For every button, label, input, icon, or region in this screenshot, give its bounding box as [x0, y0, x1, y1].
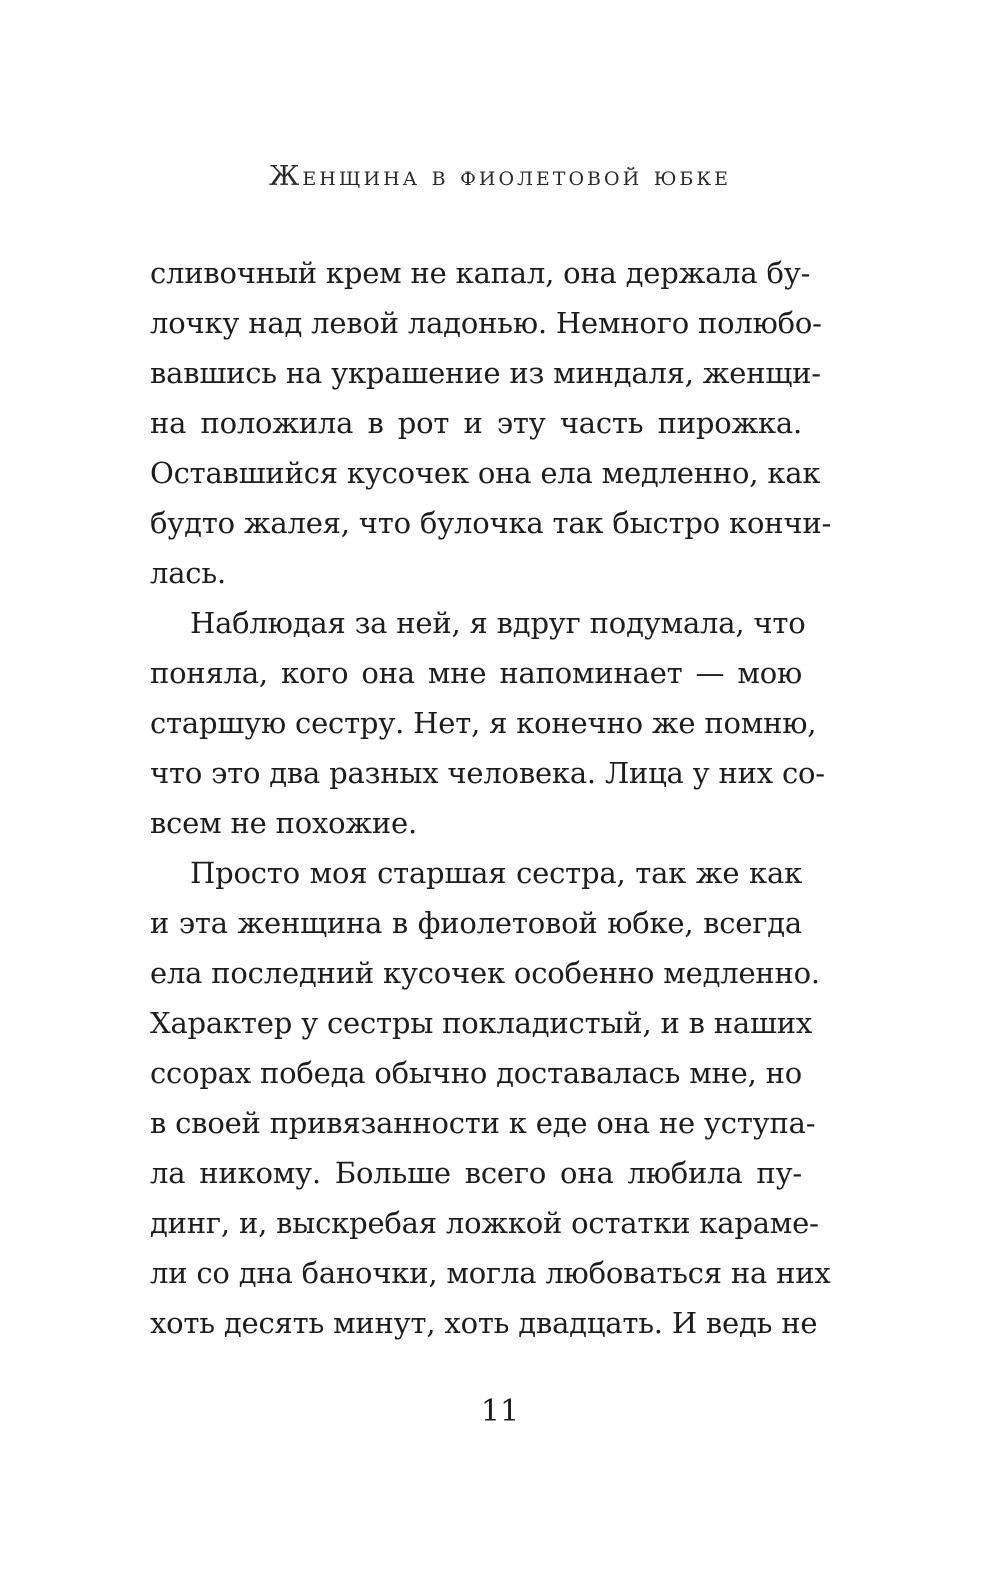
paragraph-3 — [150, 848, 831, 1348]
text-line: лочку над левой ладонью. Немного полюбо- — [150, 306, 822, 340]
text-line: динг, и, выскребая ложкой остатки караме- — [150, 1206, 819, 1240]
text-line: Характер у сестры покладистый, и в наших — [150, 1006, 813, 1040]
text-line: на положила в рот и эту часть пирожка. — [150, 406, 802, 440]
page-number: 11 — [480, 1394, 520, 1429]
text-line: ссорах победа обычно доставалась мне, но — [150, 1056, 803, 1090]
text-line: в своей привязанности к еде она не уступа- — [150, 1106, 816, 1140]
paragraph-1 — [150, 248, 832, 598]
paragraph-2 — [150, 598, 825, 848]
text-line: старшую сестру. Нет, я конечно же помню, — [150, 706, 817, 740]
text-line: Оставшийся кусочек она ела медленно, как — [150, 456, 821, 490]
body-text — [150, 248, 832, 1348]
text-line: вавшись на украшение из миндаля, женщи- — [150, 356, 821, 390]
text-line: ела последний кусочек особенно медленно. — [150, 956, 820, 990]
text-line: всем не похожие. — [150, 806, 418, 840]
text-line: поняла, кого она мне напоминает — мою — [150, 656, 802, 690]
text-line: сливочный крем не капал, она держала бу- — [150, 256, 811, 290]
text-line: что это два разных человека. Лица у них со- — [150, 756, 825, 790]
text-line: ла никому. Больше всего она любила пу- — [150, 1156, 802, 1190]
text-line: Просто моя старшая сестра, так же как — [190, 856, 802, 890]
running-head-title: Женщина в фиолетовой юбке — [269, 161, 731, 192]
text-line: лась. — [150, 556, 226, 590]
text-line: и эта женщина в фиолетовой юбке, всегда — [150, 906, 802, 940]
text-line: хоть десять минут, хоть двадцать. И ведь не — [150, 1306, 818, 1340]
text-line: Наблюдая за ней, я вдруг подумала, что — [190, 606, 806, 640]
text-line: будто жалея, что булочка так быстро кончи- — [150, 506, 832, 540]
text-line: ли со дна баночки, могла любоваться на них — [150, 1256, 831, 1290]
